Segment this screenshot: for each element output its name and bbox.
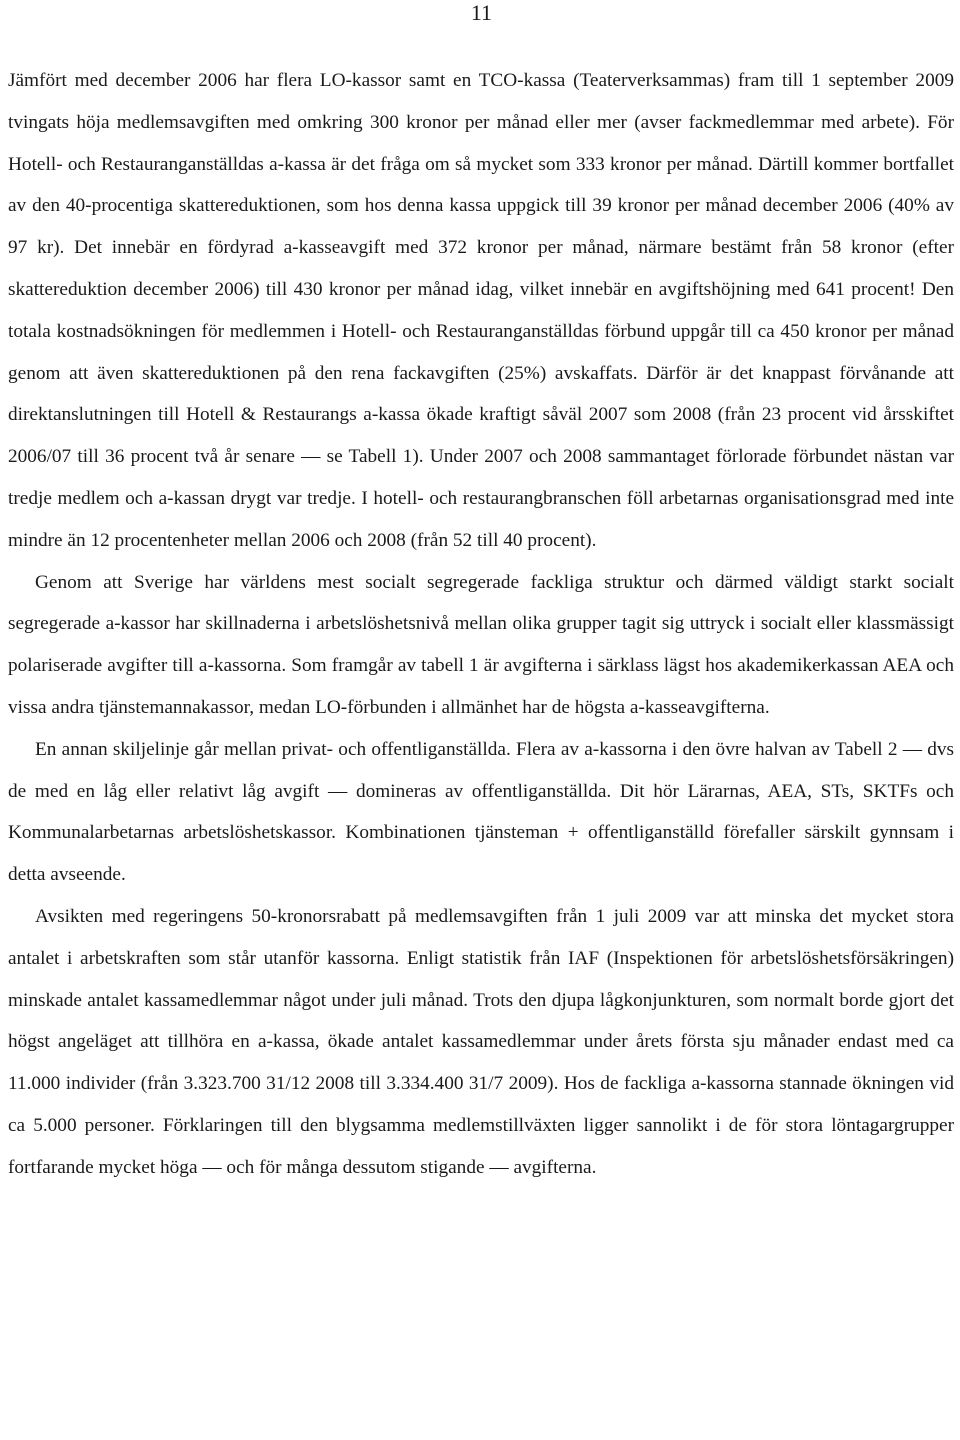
page-number: 11 [470, 0, 492, 25]
paragraph: Avsikten med regeringens 50-kronorsrabatt på medlemsavgiften från 1 juli 2009 var att minska det mycket stora antalet i arbetskraften som står utanför kassorna. Enligt statistik från IAF (Inspektionen för arbetslöshetsförsäkringen) minskade antalet kassamedlemmar något under juli månad. Trots den djupa lågkonjunkturen, som normalt borde gjort det högst angeläget att tillhöra en a-kassa, ökade antalet kassamedlemmar under årets första sju månader endast med ca 11.000 individer (från 3.323.700 31/12 2008 till 3.334.400 31/7 2009). Hos de fackliga a-kassorna stannade ökningen vid ca 5.000 personer. Förklaringen till den blygsamma medlemstillväxten ligger sannolikt i de för stora löntagargrupper fortfarande mycket höga — och för många dessutom stigande — avgifterna. [8, 905, 954, 1178]
paragraph: En annan skiljelinje går mellan privat- och offentliganställda. Flera av a-kassorna i den övre halvan av Tabell 2 — dvs de med en låg eller relativt låg avgift — domineras av offentliganställda. Dit hör Lärarnas, AEA, STs, SKTFs och Kommunalarbetarnas arbetslöshetskassor. Kombinationen tjänsteman + offentliganställd förefaller särskilt gynnsam i detta avseende. [8, 738, 954, 886]
paragraph: Genom att Sverige har världens mest socialt segregerade fackliga struktur och därmed väldigt starkt socialt segregerade a-kassor har skillnaderna i arbetslöshetsnivå mellan olika grupper tagit sig uttryck i socialt eller klassmässigt polariserade avgifter till a-kassorna. Som framgår av tabell 1 är avgifterna i särklass lägst hos akademikerkassan AEA och vissa andra tjänstemannakassor, medan LO-förbunden i allmänhet har de högsta a-kasseavgifterna. [8, 571, 954, 718]
paragraph: Jämfört med december 2006 har flera LO-kassor samt en TCO-kassa (Teaterverksammas) fram till 1 september 2009 tvingats höja medlemsavgiften med omkring 300 kronor per månad eller mer (avser fackmedlemmar med arbete). För Hotell- och Restauranganställdas a-kassa är det fråga om så mycket som 333 kronor per månad. Därtill kommer bortfallet av den 40-procentiga skattereduktionen, som hos denna kassa uppgick till 39 kronor per månad december 2006 (40% av 97 kr). Det innebär en fördyrad a-kasseavgift med 372 kronor per månad, närmare bestämt från 58 kronor (efter skattereduktion december 2006) till 430 kronor per månad idag, vilket innebär en avgiftshöjning med 641 procent! Den totala kostnadsökningen för medlemmen i Hotell- och Restauranganställdas förbund uppgår till ca 450 kronor per månad genom att även skattereduktionen på den rena fackavgiften (25%) avskaffats. Därför är det knappast förvånande att direktanslutningen till Hotell & Restaurangs a-kassa ökade kraftigt såväl 2007 som 2008 (från 23 procent vid årsskiftet 2006/07 till 36 procent två år senare — se Tabell 1). Under 2007 och 2008 sammantaget förlorade förbundet nästan var tredje medlem och a-kassan drygt var tredje. I hotell- och restaurangbranschen föll arbetarnas organisationsgrad med inte mindre än 12 procentenheter mellan 2006 och 2008 (från 52 till 40 procent). [8, 70, 954, 551]
body-text [8, 60, 954, 1189]
